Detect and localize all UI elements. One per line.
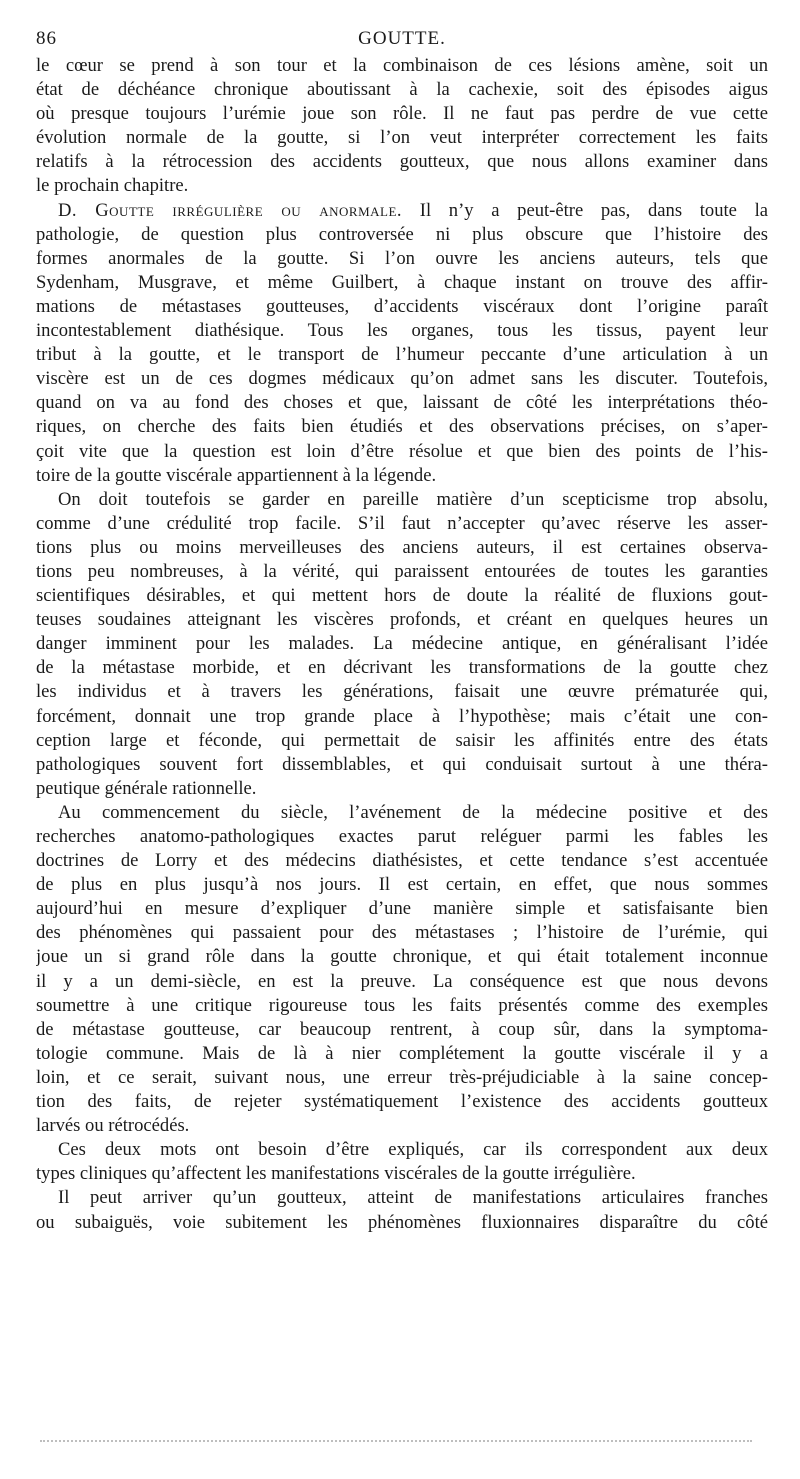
paragraph bbox=[36, 801, 768, 1138]
text-line: tion des faits, de rejeter systématiquement l’existence des accidents goutteux bbox=[36, 1091, 768, 1113]
text-line bbox=[36, 199, 768, 223]
book-page bbox=[36, 24, 768, 1235]
text-line: de métastase goutteuse, car beaucoup rentrent, à coup sûr, dans la symptoma- bbox=[36, 1018, 768, 1040]
text-line: pathologie, de question plus controversée ni plus obscure que l’histoire des bbox=[36, 223, 768, 245]
text-line: viscère est un de ces dogmes médicaux qu’on admet sans les discuter. Toutefois, bbox=[36, 368, 768, 390]
paragraph bbox=[36, 199, 768, 488]
text-line: tribut à la goutte, et le transport de l’humeur peccante d’une articulation à un bbox=[36, 344, 768, 366]
text-line: aujourd’hui en mesure d’expliquer d’une manière simple et satisfaisante bien bbox=[36, 898, 768, 920]
text-line-content: Il n’y a peut-être pas, dans toute la bbox=[419, 199, 768, 221]
text-line: Sydenham, Musgrave, et même Guilbert, à chaque instant on trouve des affir- bbox=[36, 271, 768, 293]
text-line: où presque toujours l’urémie joue son rôle. Il ne faut pas perdre de vue cette bbox=[36, 103, 768, 125]
text-line: formes anormales de la goutte. Si l’on ouvre les anciens auteurs, tels que bbox=[36, 247, 768, 269]
text-line: forcément, donnait une trop grande place à l’hypothèse; mais c’était une con- bbox=[36, 705, 768, 727]
text-line: Ces deux mots ont besoin d’être expliqués, car ils correspondent aux deux bbox=[58, 1139, 768, 1161]
paragraph bbox=[36, 1186, 768, 1234]
text-line: danger imminent pour les malades. La médecine antique, en généralisant l’idée bbox=[36, 633, 768, 655]
text-line: incontestablement diathésique. Tous les organes, tous les tissus, payent leur bbox=[36, 320, 768, 342]
text-line: peutique générale rationnelle. bbox=[36, 777, 257, 799]
text-line: de la métastase morbide, et en décrivant les transformations de la goutte chez bbox=[36, 657, 768, 679]
body-text bbox=[36, 54, 768, 1235]
text-line: teuses soudaines atteignant les viscères profonds, et créant en quelques heures un bbox=[36, 609, 768, 631]
text-line: Au commencement du siècle, l’avénement de la médecine positive et des bbox=[58, 801, 768, 823]
text-line: joue un si grand rôle dans la goutte chronique, et qui était totalement inconnue bbox=[36, 946, 768, 968]
text-line: des phénomènes qui passaient pour des métastases ; l’histoire de l’urémie, qui bbox=[36, 922, 768, 944]
text-line: çoit vite que la question est loin d’être résolue et que bien des points de l’his- bbox=[36, 440, 768, 462]
section-heading: D. Goutte irrégulière ou anormale. bbox=[58, 199, 403, 221]
text-line: tologie commune. Mais de là à nier complétement la goutte viscérale il y a bbox=[36, 1042, 768, 1064]
text-line: scientifiques désirables, et qui mettent hors de doute la réalité de fluxions gout- bbox=[36, 585, 768, 607]
paragraph bbox=[36, 488, 768, 801]
text-line: larvés ou rétrocédés. bbox=[36, 1115, 190, 1137]
text-line: le prochain chapitre. bbox=[36, 175, 189, 197]
text-line: tions peu nombreuses, à la vérité, qui paraissent entourées de toutes les garanties bbox=[36, 560, 768, 582]
paragraph bbox=[36, 54, 768, 199]
text-line: doctrines de Lorry et des médecins diathésistes, et cette tendance s’est accentuée bbox=[36, 850, 768, 872]
text-line: évolution normale de la goutte, si l’on veut interpréter correctement les faits bbox=[36, 127, 768, 149]
text-line: état de déchéance chronique aboutissant à la cachexie, soit des épisodes aigus bbox=[36, 79, 768, 101]
text-line: loin, et ce serait, suivant nous, une erreur très-préjudiciable à la saine concep- bbox=[36, 1066, 768, 1088]
text-line: tions plus ou moins merveilleuses des anciens auteurs, il est certaines observa- bbox=[36, 536, 768, 558]
running-title: GOUTTE. bbox=[358, 28, 446, 49]
running-head bbox=[36, 24, 768, 54]
text-line: soumettre à une critique rigoureuse tous les faits présentés comme des exemples bbox=[36, 994, 768, 1016]
paragraph bbox=[36, 1138, 768, 1186]
text-line: mations de métastases goutteuses, d’accidents viscéraux dont l’origine paraît bbox=[36, 295, 768, 317]
text-line: relatifs à la rétrocession des accidents goutteux, que nous allons examiner dans bbox=[36, 151, 768, 173]
text-line: quand on va au fond des choses et que, laissant de côté les interprétations théo- bbox=[36, 392, 768, 414]
text-line: les individus et à travers les générations, faisait une œuvre prématurée qui, bbox=[36, 681, 768, 703]
text-line: On doit toutefois se garder en pareille matière d’un scepticisme trop absolu, bbox=[58, 488, 768, 510]
text-line: pathologiques souvent fort dissemblables, et qui conduisait surtout à une théra- bbox=[36, 753, 768, 775]
text-line: toire de la goutte viscérale appartiennent à la légende. bbox=[36, 464, 437, 486]
text-line: Il peut arriver qu’un goutteux, atteint de manifestations articulaires franches bbox=[58, 1187, 768, 1209]
text-line: ception large et féconde, qui permettait de saisir les affinités entre des états bbox=[36, 729, 768, 751]
text-line: comme d’une crédulité trop facile. S’il faut n’accepter qu’avec réserve les asser- bbox=[36, 512, 768, 534]
page-number: 86 bbox=[36, 28, 57, 49]
text-line: types cliniques qu’affectent les manifestations viscérales de la goutte irrégulière. bbox=[36, 1163, 636, 1185]
bottom-rule bbox=[40, 1440, 752, 1442]
text-line: le cœur se prend à son tour et la combinaison de ces lésions amène, soit un bbox=[36, 55, 768, 76]
text-line: de plus en plus jusqu’à nos jours. Il est certain, en effet, que nous sommes bbox=[36, 874, 768, 896]
text-line: riques, on cherche des faits bien étudiés et des observations précises, on s’aper- bbox=[36, 416, 768, 438]
text-line: il y a un demi-siècle, en est la preuve. La conséquence est que nous devons bbox=[36, 970, 768, 992]
text-line: ou subaiguës, voie subitement les phénomènes fluxionnaires disparaître du côté bbox=[36, 1211, 768, 1233]
text-line: recherches anatomo-pathologiques exactes parut reléguer parmi les fables les bbox=[36, 826, 768, 847]
